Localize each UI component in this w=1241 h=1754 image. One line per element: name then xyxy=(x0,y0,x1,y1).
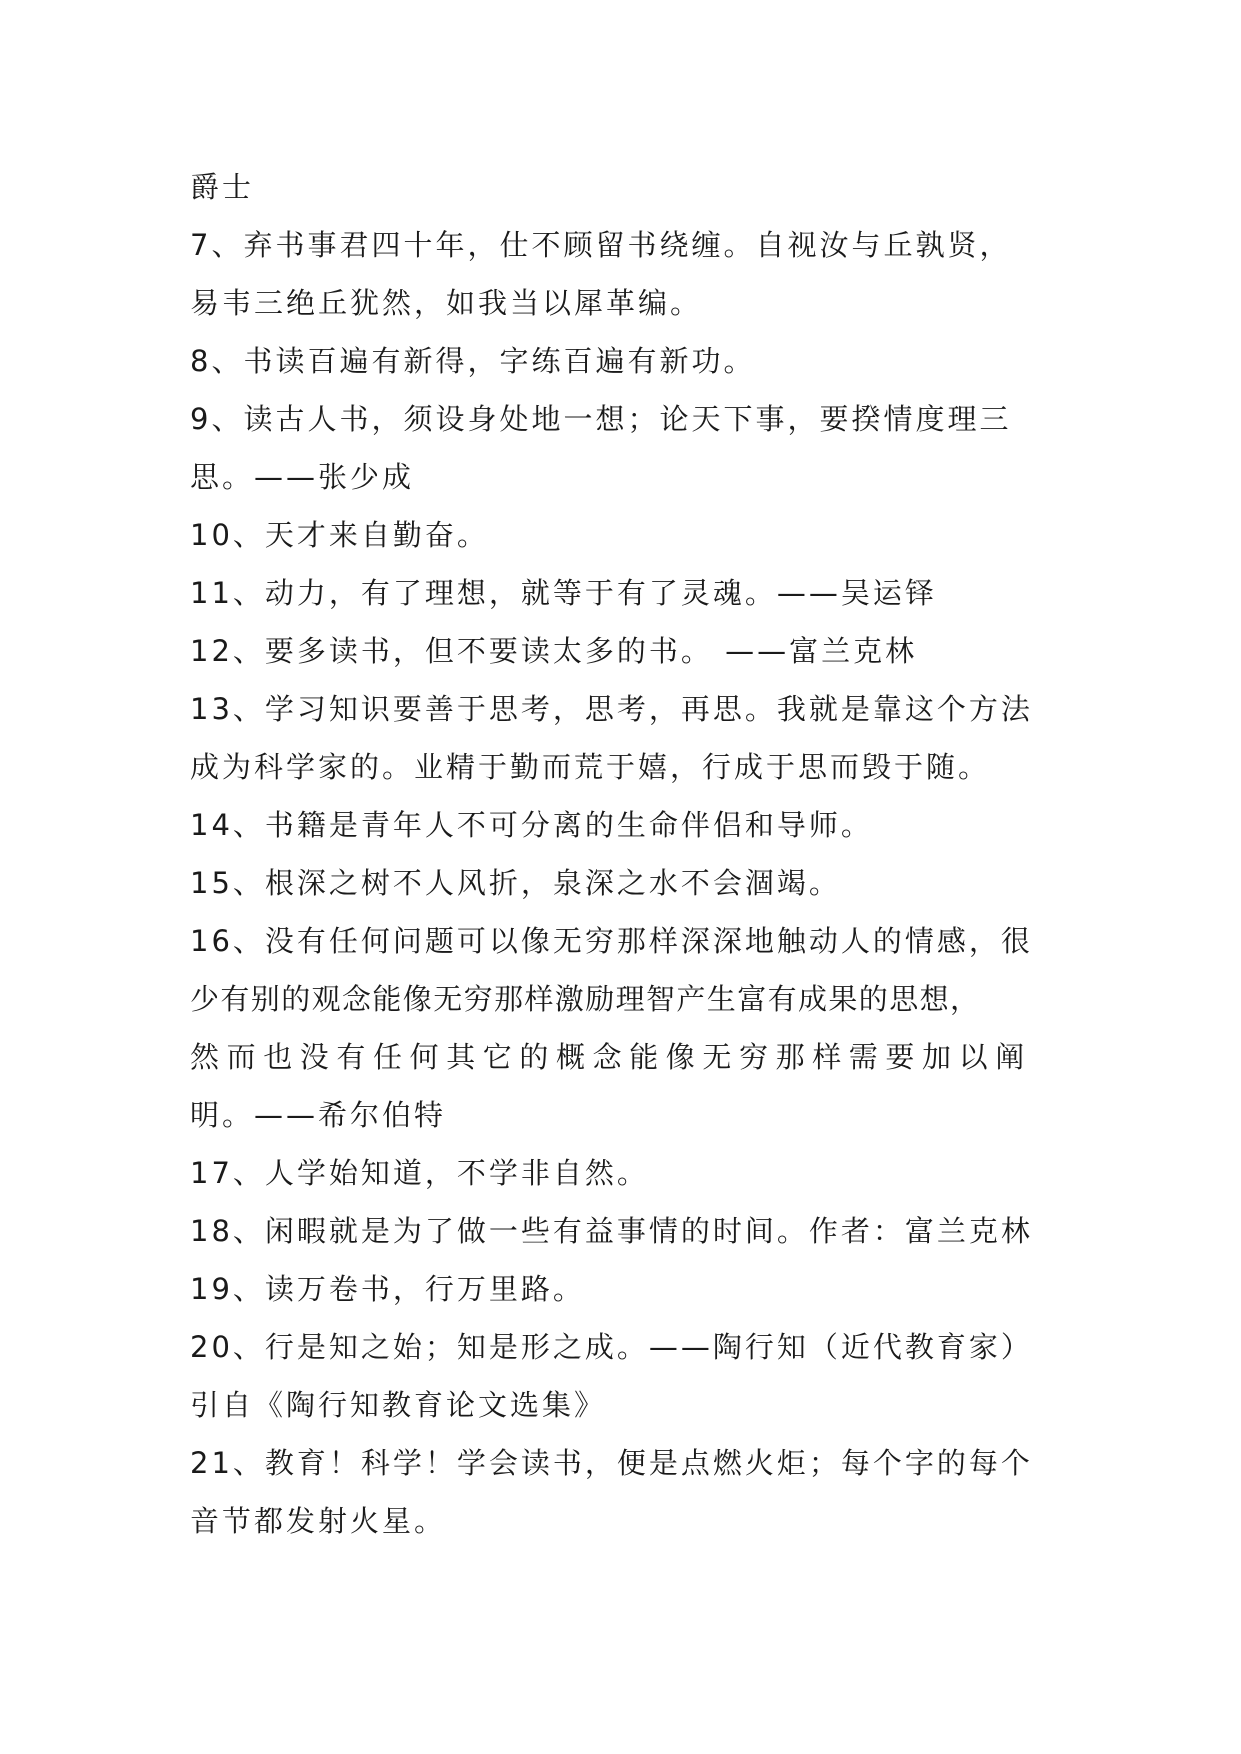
quote-17: 17、人学始知道，不学非自然。 xyxy=(190,1156,649,1190)
quote-11: 11、动力，有了理想，就等于有了灵魂。——吴运铎 xyxy=(190,576,937,610)
quote-16-line-4: 明。——希尔伯特 xyxy=(190,1098,447,1132)
quote-7-line-1: 7、弃书事君四十年，仕不顾留书绕缠。自视汝与丘孰贤， xyxy=(190,228,1012,262)
quote-20-line-2: 引自《陶行知教育论文选集》 xyxy=(190,1388,607,1422)
quote-20-line-1: 20、行是知之始；知是形之成。——陶行知（近代教育家） xyxy=(190,1330,1033,1364)
quote-21-line-1: 21、教育！科学！学会读书，便是点燃火炬；每个字的每个 xyxy=(190,1446,1033,1480)
quote-16-line-2: 少有别的观念能像无穷那样激励理智产生富有成果的思想， xyxy=(190,982,981,1016)
quote-16-line-3: 然而也没有任何其它的概念能像无穷那样需要加以阐 xyxy=(190,1040,1032,1074)
quote-9-line-2: 思。——张少成 xyxy=(190,460,415,494)
quote-19: 19、读万卷书，行万里路。 xyxy=(190,1272,585,1306)
quote-7-line-2: 易韦三绝丘犹然，如我当以犀革编。 xyxy=(190,286,703,320)
text-line-1: 爵士 xyxy=(190,170,255,204)
quote-18: 18、闲暇就是为了做一些有益事情的时间。作者：富兰克林 xyxy=(190,1214,1033,1248)
quote-9-line-1: 9、读古人书，须设身处地一想；论天下事，要揆情度理三 xyxy=(190,402,1012,436)
document-body xyxy=(190,158,1050,1550)
quote-14: 14、书籍是青年人不可分离的生命伴侣和导师。 xyxy=(190,808,873,842)
quote-13-line-1: 13、学习知识要善于思考，思考，再思。我就是靠这个方法 xyxy=(190,692,1033,726)
quote-10: 10、天才来自勤奋。 xyxy=(190,518,489,552)
quote-12: 12、要多读书，但不要读太多的书。 ——富兰克林 xyxy=(190,634,918,668)
quote-16-line-1: 16、没有任何问题可以像无穷那样深深地触动人的情感，很 xyxy=(190,924,1033,958)
quote-13-line-2: 成为科学家的。业精于勤而荒于嬉，行成于思而毁于随。 xyxy=(190,750,991,784)
quote-21-line-2: 音节都发射火星。 xyxy=(190,1504,447,1538)
quote-15: 15、根深之树不人风折，泉深之水不会涸竭。 xyxy=(190,866,841,900)
quote-8: 8、书读百遍有新得，字练百遍有新功。 xyxy=(190,344,756,378)
